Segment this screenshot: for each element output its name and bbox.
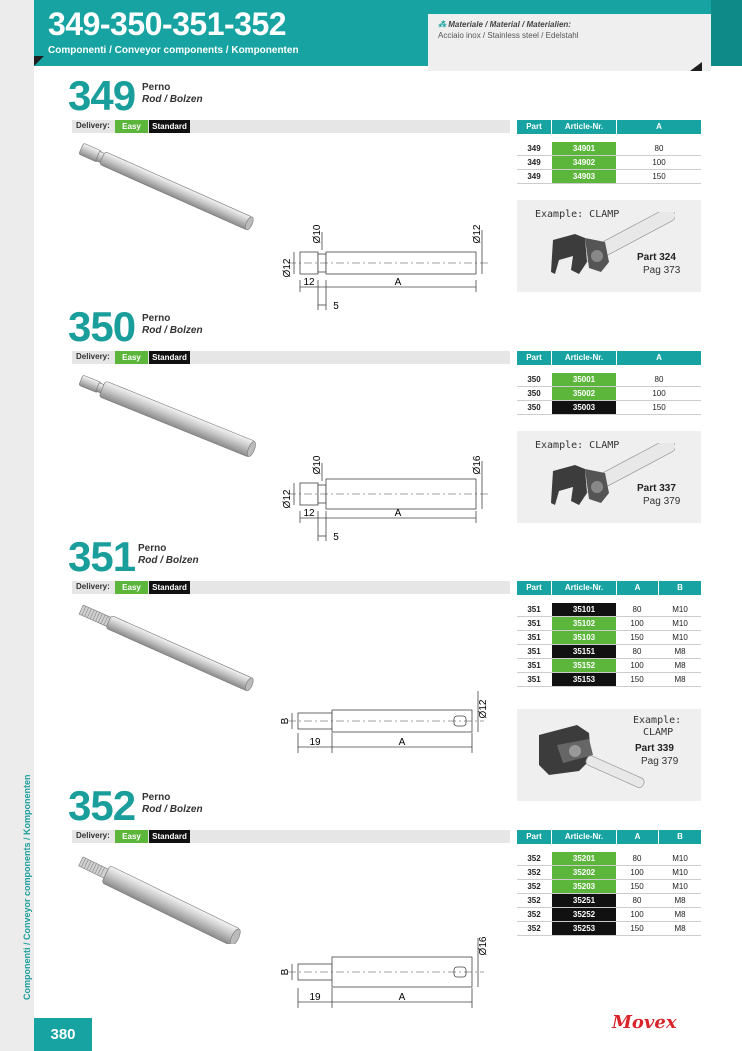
cell-part: 350 xyxy=(527,375,541,384)
cell-part: 351 xyxy=(527,605,541,614)
delivery-standard-badge: Standard xyxy=(149,830,190,843)
dim-1: 12 xyxy=(303,508,315,519)
technical-drawing xyxy=(258,932,498,1012)
cell-part: 352 xyxy=(527,882,541,891)
cell-part: 352 xyxy=(527,896,541,905)
cell-b: M8 xyxy=(674,924,686,933)
cell-a: 150 xyxy=(652,403,666,412)
cell-article: 35202 xyxy=(552,866,616,879)
cell-article: 35103 xyxy=(552,631,616,644)
cell-part: 352 xyxy=(527,910,541,919)
cell-part: 352 xyxy=(527,854,541,863)
example-page: Pag 379 xyxy=(643,496,681,507)
rod-illustration xyxy=(74,373,266,463)
cell-b: M8 xyxy=(674,661,686,670)
row-divider xyxy=(517,414,701,415)
delivery-standard-badge: Standard xyxy=(149,120,190,133)
cell-a: 80 xyxy=(632,896,642,905)
cell-a: 80 xyxy=(632,647,642,656)
cell-article: 34901 xyxy=(552,142,616,155)
cell-b: M10 xyxy=(672,605,688,614)
page-subtitle: Componenti / Conveyor components / Komponenten xyxy=(48,45,299,56)
cell-a: 100 xyxy=(630,910,644,919)
dim-a: A xyxy=(394,277,402,288)
rod-illustration xyxy=(74,854,254,944)
cell-part: 351 xyxy=(527,647,541,656)
cell-a: 150 xyxy=(652,172,666,181)
cell-article: 35253 xyxy=(552,922,616,935)
col-header-article: Article-Nr. xyxy=(552,120,616,134)
cell-article: 35201 xyxy=(552,852,616,865)
delivery-label: Delivery: xyxy=(76,121,110,130)
col-header-article: Article-Nr. xyxy=(552,351,616,365)
cell-b: M10 xyxy=(672,619,688,628)
materials-value: Acciaio inox / Stainless steel / Edelstahl xyxy=(438,31,579,40)
col-header-part: Part xyxy=(517,830,551,844)
delivery-easy-badge: Easy xyxy=(115,351,148,364)
col-header-part: Part xyxy=(517,351,551,365)
delivery-easy-badge: Easy xyxy=(115,581,148,594)
cell-a: 80 xyxy=(632,854,642,863)
dim-dia-left: Ø12 xyxy=(282,489,293,509)
dim-2: 5 xyxy=(333,532,339,543)
product-number: 351 xyxy=(68,533,136,580)
cell-part: 351 xyxy=(527,619,541,628)
col-header-part: Part xyxy=(517,120,551,134)
side-section-label: Componenti / Conveyor components / Komponenten xyxy=(22,774,32,1000)
delivery-label: Delivery: xyxy=(76,352,110,361)
delivery-label: Delivery: xyxy=(76,831,110,840)
example-page: Pag 379 xyxy=(641,756,679,767)
dim-dia-neck: Ø10 xyxy=(312,455,323,475)
dim-a: A xyxy=(398,737,406,748)
delivery-easy-badge: Easy xyxy=(115,830,148,843)
dim-b: B xyxy=(280,968,291,976)
cell-a: 100 xyxy=(652,158,666,167)
dim-1: 12 xyxy=(303,277,315,288)
cell-a: 150 xyxy=(630,675,644,684)
product-name-en-de: Rod / Bolzen xyxy=(142,325,203,336)
example-label: Example: xyxy=(633,715,682,726)
materials-title-text: Materiale / Material / Materialien: xyxy=(448,20,571,29)
product-name-en-de: Rod / Bolzen xyxy=(142,94,203,105)
product-name-it: Perno xyxy=(142,313,171,324)
product-name-it: Perno xyxy=(142,792,171,803)
row-divider xyxy=(517,686,701,687)
cell-article: 35153 xyxy=(552,673,616,686)
example-part: Part 337 xyxy=(637,483,676,494)
cell-b: M10 xyxy=(672,854,688,863)
col-header-article: Article-Nr. xyxy=(552,581,616,595)
cell-b: M8 xyxy=(674,647,686,656)
cell-a: 150 xyxy=(630,633,644,642)
delivery-standard-badge: Standard xyxy=(149,581,190,594)
clamp-illustration xyxy=(529,715,659,795)
cell-b: M10 xyxy=(672,633,688,642)
cell-article: 35151 xyxy=(552,645,616,658)
col-header-a: A xyxy=(617,581,658,595)
dim-dia-neck: Ø10 xyxy=(312,224,323,244)
materials-icon: ⁂ xyxy=(438,20,449,29)
col-header-part: Part xyxy=(517,581,551,595)
materials-title xyxy=(438,20,571,29)
dim-dia-right: Ø16 xyxy=(478,936,489,956)
cell-a: 80 xyxy=(632,605,642,614)
technical-drawing xyxy=(268,451,498,543)
cell-part: 350 xyxy=(527,403,541,412)
example-label: Example: CLAMP xyxy=(535,440,620,451)
cell-a: 150 xyxy=(630,882,644,891)
cell-a: 100 xyxy=(630,661,644,670)
product-number: 352 xyxy=(68,782,136,829)
cell-a: 150 xyxy=(630,924,644,933)
cell-b: M8 xyxy=(674,675,686,684)
col-header-b: B xyxy=(659,830,701,844)
page-title: 349-350-351-352 xyxy=(48,6,287,42)
delivery-easy-badge: Easy xyxy=(115,120,148,133)
delivery-label: Delivery: xyxy=(76,582,110,591)
materials-corner-mark xyxy=(690,62,702,71)
cell-part: 349 xyxy=(527,144,541,153)
example-label-2: CLAMP xyxy=(643,727,674,738)
col-header-a: A xyxy=(617,830,658,844)
cell-article: 35152 xyxy=(552,659,616,672)
cell-article: 35101 xyxy=(552,603,616,616)
technical-drawing xyxy=(258,683,498,763)
cell-a: 100 xyxy=(652,389,666,398)
cell-article: 35001 xyxy=(552,373,616,386)
dim-a: A xyxy=(394,508,402,519)
example-label: Example: CLAMP xyxy=(535,209,620,220)
cell-article: 34902 xyxy=(552,156,616,169)
col-header-a: A xyxy=(617,120,701,134)
dim-1: 19 xyxy=(309,992,321,1003)
cell-part: 351 xyxy=(527,661,541,670)
example-part: Part 339 xyxy=(635,743,674,754)
row-divider xyxy=(517,183,701,184)
cell-part: 349 xyxy=(527,172,541,181)
dim-dia-right: Ø12 xyxy=(478,699,489,719)
clamp-illustration xyxy=(545,443,675,519)
clamp-illustration xyxy=(545,212,675,288)
cell-b: M8 xyxy=(674,910,686,919)
dim-b: B xyxy=(280,717,291,725)
cell-part: 351 xyxy=(527,633,541,642)
cell-article: 34903 xyxy=(552,170,616,183)
cell-article: 35002 xyxy=(552,387,616,400)
example-box xyxy=(517,200,701,292)
brand-logo: Movex xyxy=(612,1012,677,1033)
col-header-article: Article-Nr. xyxy=(552,830,616,844)
cell-b: M10 xyxy=(672,868,688,877)
example-part: Part 324 xyxy=(637,252,676,263)
cell-part: 350 xyxy=(527,389,541,398)
rod-illustration xyxy=(74,142,266,232)
cell-article: 35251 xyxy=(552,894,616,907)
page-number: 380 xyxy=(34,1018,92,1051)
product-name-en-de: Rod / Bolzen xyxy=(142,804,203,815)
header-corner-mark xyxy=(34,56,44,66)
col-header-b: B xyxy=(659,581,701,595)
cell-b: M8 xyxy=(674,896,686,905)
product-number: 350 xyxy=(68,303,136,350)
product-name-it: Perno xyxy=(138,543,167,554)
cell-part: 351 xyxy=(527,675,541,684)
cell-a: 80 xyxy=(654,144,664,153)
dim-dia-right: Ø12 xyxy=(472,224,483,244)
cell-article: 35252 xyxy=(552,908,616,921)
example-box xyxy=(517,709,701,801)
row-divider xyxy=(517,935,701,936)
cell-a: 100 xyxy=(630,619,644,628)
dim-1: 19 xyxy=(309,737,321,748)
header-edge xyxy=(711,0,742,66)
cell-part: 349 xyxy=(527,158,541,167)
dim-a: A xyxy=(398,992,406,1003)
product-name-en-de: Rod / Bolzen xyxy=(138,555,199,566)
cell-article: 35203 xyxy=(552,880,616,893)
col-header-a: A xyxy=(617,351,701,365)
delivery-standard-badge: Standard xyxy=(149,351,190,364)
dim-2: 5 xyxy=(333,301,339,312)
cell-article: 35003 xyxy=(552,401,616,414)
dim-dia-left: Ø12 xyxy=(282,258,293,278)
rod-illustration xyxy=(74,603,266,693)
technical-drawing xyxy=(268,220,498,312)
product-name-it: Perno xyxy=(142,82,171,93)
cell-a: 100 xyxy=(630,868,644,877)
cell-article: 35102 xyxy=(552,617,616,630)
product-number: 349 xyxy=(68,72,136,119)
example-page: Pag 373 xyxy=(643,265,681,276)
cell-b: M10 xyxy=(672,882,688,891)
example-box xyxy=(517,431,701,523)
cell-part: 352 xyxy=(527,868,541,877)
cell-a: 80 xyxy=(654,375,664,384)
cell-part: 352 xyxy=(527,924,541,933)
dim-dia-right: Ø16 xyxy=(472,455,483,475)
